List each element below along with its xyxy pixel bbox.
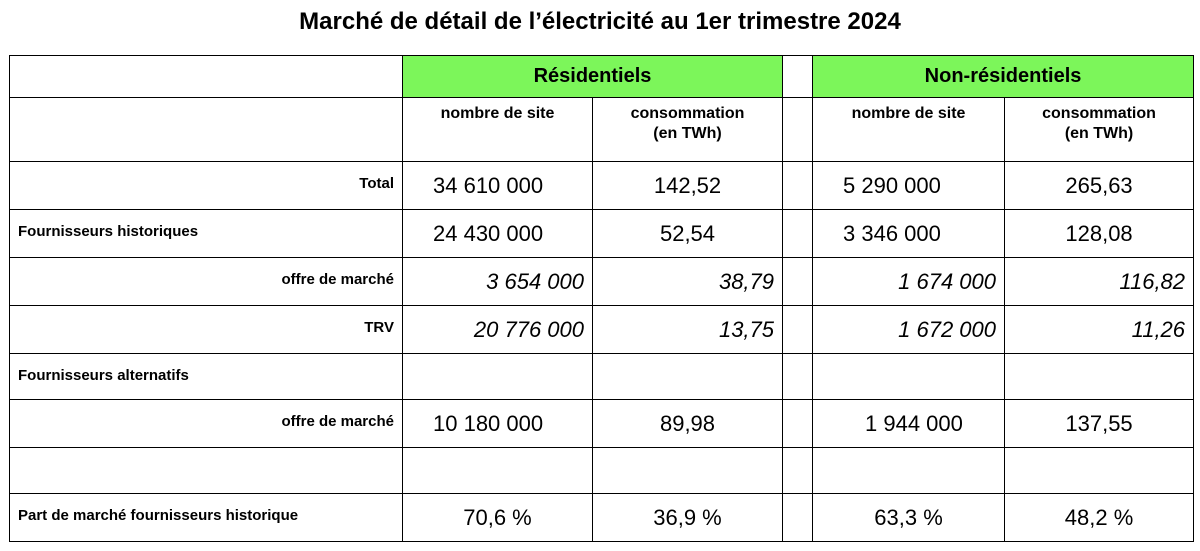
spacer-cell	[783, 354, 813, 400]
value-cell: 3 654 000	[403, 258, 593, 306]
spacer-cell	[783, 400, 813, 448]
subheader-sites: nombre de site	[403, 98, 593, 162]
corner-cell	[10, 98, 403, 162]
row-label: Fournisseurs historiques	[10, 210, 403, 258]
value-cell	[403, 448, 593, 494]
subheader-consumption: consommation (en TWh)	[1005, 98, 1194, 162]
value-cell: 265,63	[1005, 162, 1194, 210]
value-cell	[403, 354, 593, 400]
value-cell: 38,79	[593, 258, 783, 306]
value-cell: 36,9 %	[593, 494, 783, 542]
spacer-cell	[783, 162, 813, 210]
value-cell: 116,82	[1005, 258, 1194, 306]
spacer-cell	[783, 494, 813, 542]
value-cell	[813, 448, 1005, 494]
value-cell: 5 290 000	[813, 162, 1005, 210]
table-row	[10, 448, 1194, 494]
row-label: offre de marché	[10, 400, 403, 448]
value-cell: 10 180 000	[403, 400, 593, 448]
spacer-cell	[783, 448, 813, 494]
value-cell: 89,98	[593, 400, 783, 448]
row-label: Part de marché fournisseurs historique	[10, 494, 403, 542]
value-cell	[1005, 354, 1194, 400]
value-cell	[813, 354, 1005, 400]
spacer-cell	[783, 306, 813, 354]
value-cell: 20 776 000	[403, 306, 593, 354]
value-cell: 24 430 000	[403, 210, 593, 258]
market-table	[9, 55, 1194, 542]
value-cell: 137,55	[1005, 400, 1194, 448]
value-cell: 142,52	[593, 162, 783, 210]
row-label	[10, 448, 403, 494]
value-cell: 48,2 %	[1005, 494, 1194, 542]
value-cell: 1 944 000	[813, 400, 1005, 448]
row-label: Total	[10, 162, 403, 210]
row-label: Fournisseurs alternatifs	[10, 354, 403, 400]
value-cell: 1 674 000	[813, 258, 1005, 306]
value-cell: 1 672 000	[813, 306, 1005, 354]
value-cell: 13,75	[593, 306, 783, 354]
subheader-row	[10, 98, 1194, 162]
subheader-consumption: consommation (en TWh)	[593, 98, 783, 162]
group-non-residential: Non-résidentiels	[813, 56, 1194, 98]
value-cell	[1005, 448, 1194, 494]
page-title: Marché de détail de l’électricité au 1er trimestre 2024	[299, 8, 901, 35]
row-label: offre de marché	[10, 258, 403, 306]
subheader-sites: nombre de site	[813, 98, 1005, 162]
value-cell: 70,6 %	[403, 494, 593, 542]
value-cell: 3 346 000	[813, 210, 1005, 258]
table-row	[10, 354, 1194, 400]
value-cell: 52,54	[593, 210, 783, 258]
table-row	[10, 494, 1194, 542]
spacer-cell	[783, 258, 813, 306]
group-residential: Résidentiels	[403, 56, 783, 98]
value-cell: 128,08	[1005, 210, 1194, 258]
value-cell: 34 610 000	[403, 162, 593, 210]
row-label: TRV	[10, 306, 403, 354]
value-cell	[593, 448, 783, 494]
value-cell	[593, 354, 783, 400]
table-row	[10, 162, 1194, 210]
table-row	[10, 258, 1194, 306]
value-cell: 63,3 %	[813, 494, 1005, 542]
table-row	[10, 400, 1194, 448]
spacer-cell	[783, 98, 813, 162]
spacer-cell	[783, 210, 813, 258]
table-row	[10, 306, 1194, 354]
table-row	[10, 210, 1194, 258]
corner-cell	[10, 56, 403, 98]
value-cell: 11,26	[1005, 306, 1194, 354]
group-header-row	[10, 56, 1194, 98]
spacer-cell	[783, 56, 813, 98]
